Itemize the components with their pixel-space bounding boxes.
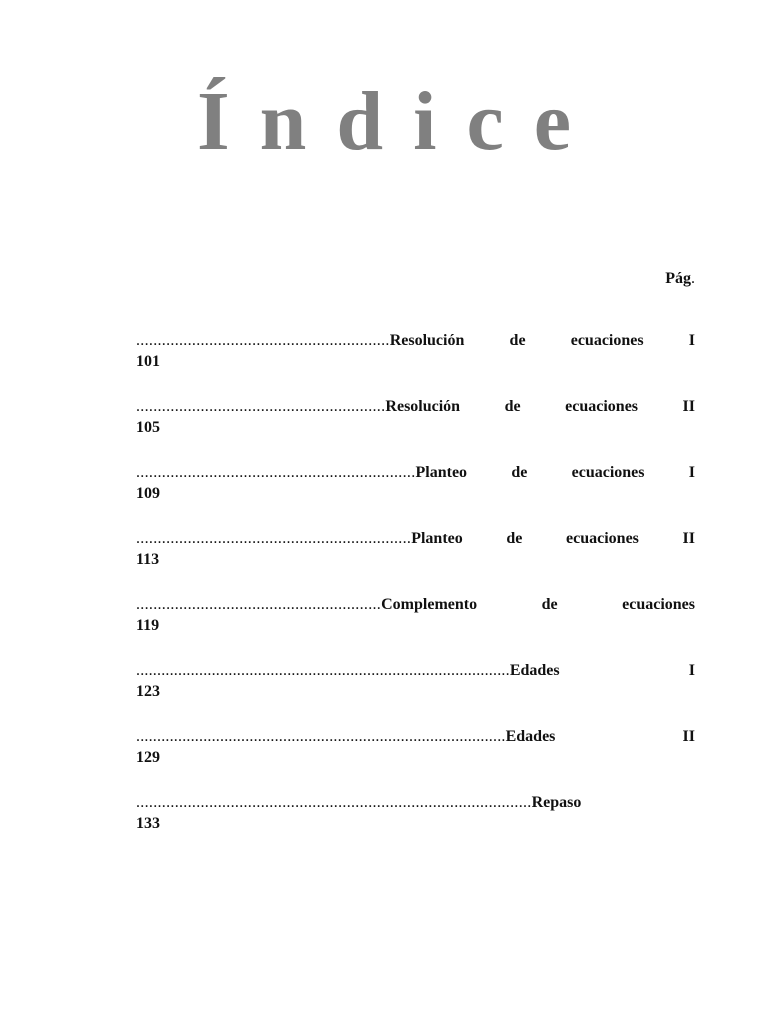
dot-leader: .......................................................... (136, 398, 386, 415)
toc-entry-word: Planteo (415, 464, 468, 481)
toc-entry-line (136, 528, 695, 549)
page-column-header (665, 270, 695, 288)
toc-entry-word: Resolución (385, 398, 461, 415)
toc-entry-first-segment (136, 660, 560, 681)
toc-entry-word: ecuaciones (570, 332, 644, 349)
toc-entry-page-number: 113 (136, 551, 160, 568)
table-of-contents (136, 330, 695, 854)
toc-entry-first-segment (136, 330, 464, 351)
toc-entry-planteo-1[interactable] (136, 462, 695, 528)
dot-leader: ................................................................ (136, 530, 412, 547)
toc-entry-complemento[interactable] (136, 594, 695, 660)
toc-entry-line (136, 330, 695, 351)
toc-entry-word: ecuaciones (622, 596, 695, 613)
toc-entry-first-segment (136, 726, 555, 747)
toc-entry-page-number: 129 (136, 749, 160, 766)
toc-entry-word: ecuaciones (571, 464, 645, 481)
toc-entry-first-segment (136, 594, 477, 615)
toc-entry-line (136, 660, 695, 681)
toc-entry-first-segment (136, 462, 467, 483)
toc-entry-word: de (511, 464, 528, 481)
toc-entry-page-number: 123 (136, 683, 160, 700)
toc-entry-word: de (504, 398, 521, 415)
page-title: Índice (196, 75, 602, 168)
toc-entry-word: Edades (505, 728, 556, 745)
toc-entry-page-number: 105 (136, 419, 160, 436)
toc-entry-word: I (688, 332, 695, 349)
dot-leader: ......................................................... (136, 596, 382, 613)
toc-entry-line (136, 396, 695, 417)
toc-entry-resolucion-1[interactable] (136, 330, 695, 396)
toc-entry-line (136, 792, 695, 813)
toc-entry-word: de (541, 596, 558, 613)
toc-entry-line (136, 594, 695, 615)
toc-entry-word: de (506, 530, 523, 547)
toc-entry-edades-1[interactable] (136, 660, 695, 726)
page-column-header-dot: . (691, 270, 695, 287)
toc-entry-word: II (682, 530, 695, 547)
toc-entry-word: II (682, 728, 695, 745)
toc-entry-page-number: 101 (136, 353, 160, 370)
toc-entry-line (136, 462, 695, 483)
dot-leader: ............................................................................................ (136, 794, 532, 811)
dot-leader: ................................................................. (136, 464, 416, 481)
toc-entry-word: Planteo (411, 530, 463, 547)
toc-entry-word: Resolución (389, 332, 465, 349)
toc-entry-planteo-2[interactable] (136, 528, 695, 594)
toc-entry-word: de (509, 332, 526, 349)
dot-leader: ........................................................................................ (136, 728, 506, 745)
page-column-header-label: Pág (665, 270, 691, 287)
toc-entry-repaso[interactable] (136, 792, 695, 854)
toc-entry-page-number: 119 (136, 617, 160, 634)
toc-entry-page-number: 133 (136, 815, 160, 832)
toc-entry-word: II (682, 398, 695, 415)
toc-entry-edades-2[interactable] (136, 726, 695, 792)
toc-entry-first-segment (136, 396, 460, 417)
dot-leader: ......................................................................................... (136, 662, 510, 679)
toc-entry-word: Edades (509, 662, 560, 679)
toc-entry-word: Repaso (531, 794, 582, 811)
dot-leader: ........................................................... (136, 332, 390, 349)
toc-entry-page-number: 109 (136, 485, 160, 502)
toc-entry-first-segment (136, 792, 581, 813)
toc-entry-word: ecuaciones (565, 398, 639, 415)
toc-entry-word: I (688, 464, 695, 481)
toc-entry-line (136, 726, 695, 747)
toc-entry-word: I (688, 662, 695, 679)
toc-entry-word: ecuaciones (566, 530, 639, 547)
toc-entry-first-segment (136, 528, 463, 549)
toc-entry-resolucion-2[interactable] (136, 396, 695, 462)
toc-entry-word: Complemento (381, 596, 478, 613)
